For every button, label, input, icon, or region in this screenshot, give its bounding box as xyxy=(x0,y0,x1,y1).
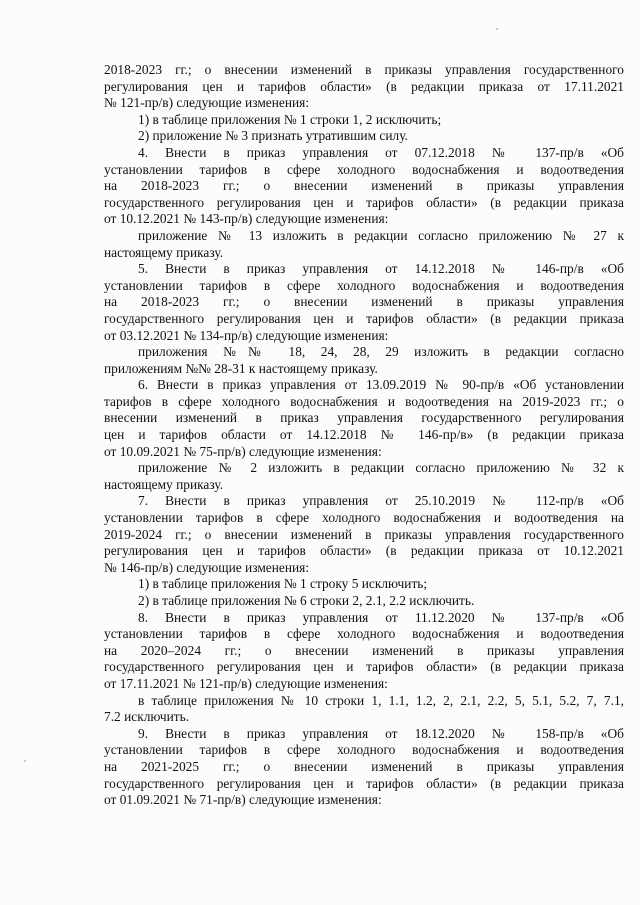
document-line: 8. Внести в приказ управления от 11.12.2020 № 137-пр/в «Об xyxy=(138,609,624,625)
document-line: в таблице приложения № 10 строки 1, 1.1, 1.2, 2, 2.1, 2.2, 5, 5.1, 5.2, 7, 7.1, xyxy=(138,692,624,708)
document-line: цен и тарифов области от 14.12.2018 № 146-пр/в» (в редакции приказа xyxy=(104,427,624,443)
document-line: на 2018-2023 гг.; о внесении изменений в приказы управления xyxy=(104,294,624,310)
scan-speck xyxy=(24,760,26,762)
document-line: № 146-пр/в) следующие изменения: xyxy=(104,559,310,575)
document-line: 7. Внести в приказ управления от 25.10.2019 № 112-пр/в «Об xyxy=(138,493,624,509)
document-line: 7.2 исключить. xyxy=(104,709,190,725)
document-line: установлении тарифов в сфере холодного водоснабжения и водоотведения на xyxy=(104,510,624,526)
document-line: государственного регулирования цен и тарифов области» (в редакции приказа xyxy=(104,194,624,210)
document-line: государственного регулирования цен и тарифов области» (в редакции приказа xyxy=(104,310,624,326)
document-line: на 2018-2023 гг.; о внесении изменений в приказы управления xyxy=(104,178,624,194)
document-line: установлении тарифов в сфере холодного водоснабжения и водоотведения xyxy=(104,277,624,293)
document-line: установлении тарифов в сфере холодного водоснабжения и водоотведения xyxy=(104,161,624,177)
document-line: 2018-2023 гг.; о внесении изменений в приказы управления государственного xyxy=(104,62,624,77)
document-line: от 17.11.2021 № 121-пр/в) следующие изменения: xyxy=(104,675,388,691)
document-line: от 10.12.2021 № 143-пр/в) следующие изменения: xyxy=(104,211,389,227)
document-line: 2) приложение № 3 признать утратившим силу. xyxy=(138,128,408,144)
document-line: государственного регулирования цен и тарифов области» (в редакции приказа xyxy=(104,775,624,791)
document-line: от 03.12.2021 № 134-пр/в) следующие изменения: xyxy=(104,327,389,343)
document-line: 1) в таблице приложения № 1 строку 5 исключить; xyxy=(138,576,428,592)
document-line: 9. Внести в приказ управления от 18.12.2020 № 158-пр/в «Об xyxy=(138,725,624,741)
document-line: № 121-пр/в) следующие изменения: xyxy=(104,95,310,111)
document-line: приложениям №№ 28-31 к настоящему приказу. xyxy=(104,360,378,376)
document-line: 5. Внести в приказ управления от 14.12.2018 № 146-пр/в «Об xyxy=(138,261,624,277)
document-line: приложения №№ 18, 24, 28, 29 изложить в редакции согласно xyxy=(138,344,624,360)
document-line: на 2020–2024 гг.; о внесении изменений в приказы управления xyxy=(104,642,624,658)
document-line: 2019-2024 гг.; о внесении изменений в приказы управления государственного xyxy=(104,526,624,542)
document-line: 4. Внести в приказ управления от 07.12.2018 № 137-пр/в «Об xyxy=(138,144,624,160)
scan-speck xyxy=(496,28,498,30)
document-line: 6. Внести в приказ управления от 13.09.2019 № 90-пр/в «Об установлении xyxy=(138,377,624,393)
document-line: государственного регулирования цен и тарифов области» (в редакции приказа xyxy=(104,659,624,675)
document-line: на 2021-2025 гг.; о внесении изменений в приказы управления xyxy=(104,758,624,774)
document-line: регулирования цен и тарифов области» (в редакции приказа от 10.12.2021 xyxy=(104,543,624,559)
document-body xyxy=(104,62,624,809)
document-line: тарифов в сфере холодного водоснабжения и водоотведения на 2019-2023 гг.; о xyxy=(104,393,624,409)
document-line: настоящему приказу. xyxy=(104,244,224,260)
document-line: от 01.09.2021 № 71-пр/в) следующие изменения: xyxy=(104,792,382,808)
document-line: приложение № 13 изложить в редакции согласно приложению № 27 к xyxy=(138,227,624,243)
document-line: установлении тарифов в сфере холодного водоснабжения и водоотведения xyxy=(104,742,624,758)
document-line: регулирования цен и тарифов области» (в редакции приказа от 17.11.2021 xyxy=(104,78,624,94)
document-line: внесении изменений в приказ управления государственного регулирования xyxy=(104,410,624,426)
document-line: 2) в таблице приложения № 6 строки 2, 2.1, 2.2 исключить. xyxy=(138,593,475,608)
document-line: приложение № 2 изложить в редакции согласно приложению № 32 к xyxy=(138,460,624,476)
document-line: от 10.09.2021 № 75-пр/в) следующие изменения: xyxy=(104,443,382,459)
document-line: 1) в таблице приложения № 1 строки 1, 2 исключить; xyxy=(138,111,442,127)
document-line: настоящему приказу. xyxy=(104,476,224,492)
document-line: установлении тарифов в сфере холодного водоснабжения и водоотведения xyxy=(104,626,624,642)
